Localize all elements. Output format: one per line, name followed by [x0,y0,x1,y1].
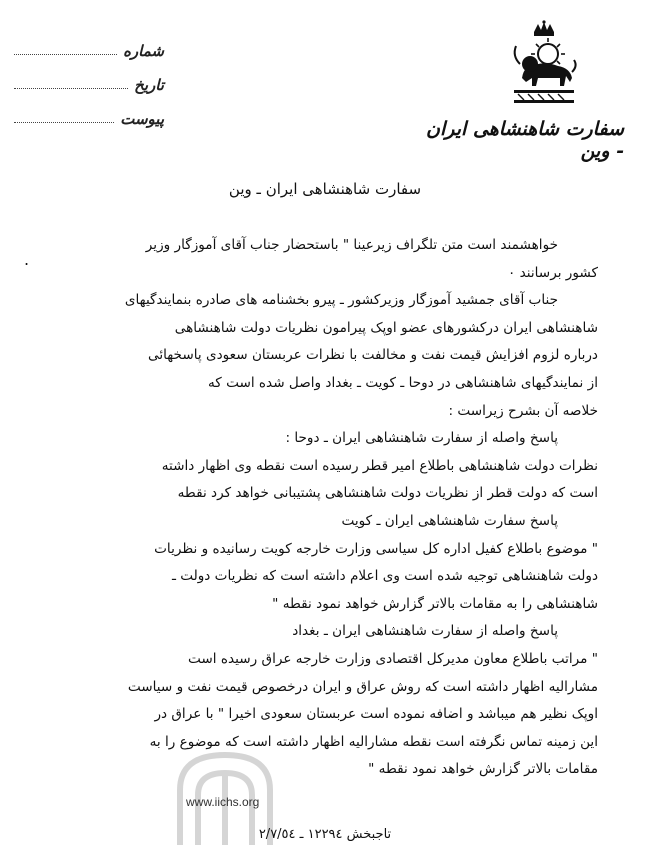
body-line: پاسخ واصله از سفارت شاهنشاهی ایران ـ دوحا : [285,430,558,447]
body-line: " موضوع باطلاع کفیل اداره کل سیاسی وزارت خارجه کویت رسانیده و نظریات [154,540,598,557]
number-field [14,26,164,60]
body-line: این زمینه تماس نگرفته است نقطه مشارالیه اظهار داشته است که موضوع را به [149,733,598,750]
lion-and-sun-emblem-icon [508,20,580,104]
date-field [14,60,164,94]
attachment-line [14,122,114,123]
date-line [14,88,128,89]
reference-fields [14,26,164,128]
body-line: " مراتب باطلاع معاون مدیرکل اقتصادی وزارت خارجه عراق رسیده است [188,650,598,667]
body-line: شاهنشاهی را به مقامات بالاتر گزارش خواهد نمود نقطه " [272,595,598,612]
body-line: اوپک نظیر هم میباشد و اضافه نموده است عربستان سعودی اخیرا " با عراق در [154,706,598,723]
body-line: کشور برسانند ٠ [508,264,598,281]
number-label: شماره [123,42,164,60]
body-line: نظرات دولت شاهنشاهی باطلاع امیر قطر رسیده است نقطه وی اظهار داشته [161,457,598,474]
body-line: شاهنشاهی ایران درکشورهای عضو اوپک پیرامون نظریات دولت شاهنشاهی [174,319,598,336]
embassy-letterhead-title: سفارت شاهنشاهی ایران - وین [426,118,624,162]
body-line: از نمایندگیهای شاهنشاهی در دوحا ـ کویت ـ بغداد واصل شده است که [208,374,598,391]
attachment-label: پیوست [120,110,164,128]
letter-footer-reference: تاجبخش ١٢٢٩٤ ـ ٢/٧/٥٤ [258,827,392,842]
body-line: دولت شاهنشاهی توجیه شده است وی اعلام داشته است که نظریات دولت ـ [171,568,598,585]
body-line: مشارالیه اظهار داشته است که روش عراق و ایران درخصوص قیمت نفت و سیاست [127,678,598,695]
number-line [14,54,117,55]
body-line: پاسخ سفارت شاهنشاهی ایران ـ کویت [341,512,558,529]
body-line: است که دولت قطر از نظریات دولت شاهنشاهی پشتیبانی خواهد کرد نقطه [177,485,598,502]
attachment-field [14,94,164,128]
body-line: مقامات بالاتر گزارش خواهد نمود نقطه " [368,761,598,778]
letter-heading: سفارت شاهنشاهی ایران ـ وین [228,180,422,198]
watermark-url: www.iichs.org [186,795,260,809]
body-line: پاسخ واصله از سفارت شاهنشاهی ایران ـ بغداد [292,623,558,640]
body-line: خلاصه آن بشرح زیراست : [448,402,598,419]
margin-bullet: . [24,250,30,269]
body-line: خواهشمند است متن تلگراف زیرعینا " باستحضار جناب آقای آموزگار وزیر [145,237,558,253]
body-line: جناب آقای جمشید آموزگار وزیرکشور ـ پیرو بخشنامه های صادره بنمایندگیهای [124,292,558,309]
letter-body [36,232,598,784]
body-line: درباره لزوم افزایش قیمت نفت و مخالفت با نظرات عربستان سعودی پاسخهائی [148,347,598,364]
date-label: تاریخ [134,76,164,94]
